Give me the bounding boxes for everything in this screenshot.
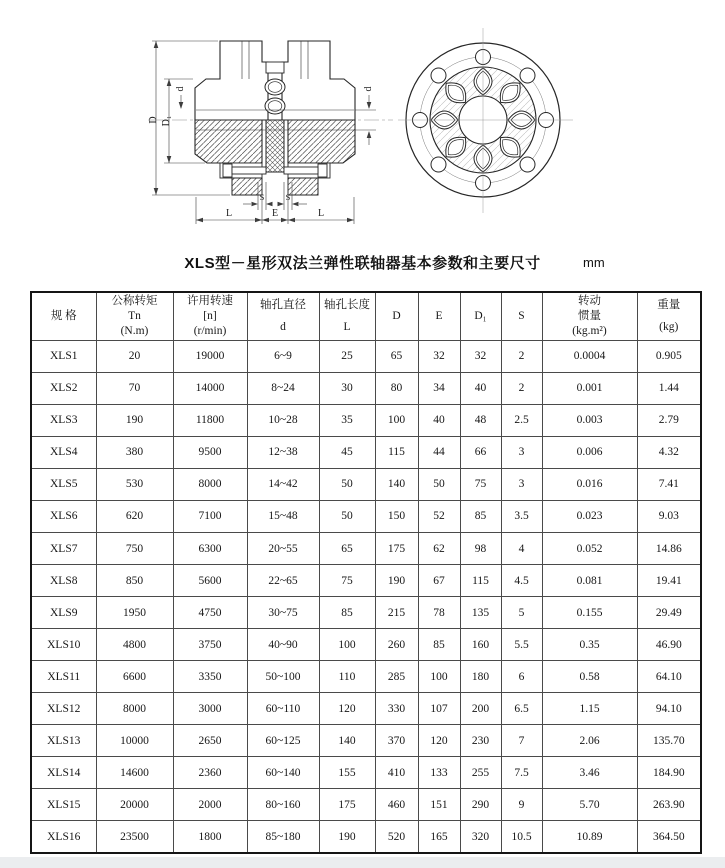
table-row	[31, 436, 701, 468]
value-cell: 5.5	[501, 629, 542, 661]
value-cell: 184.90	[637, 757, 701, 789]
table-row	[31, 468, 701, 500]
value-cell: 4750	[173, 597, 247, 629]
spec-cell: XLS13	[31, 725, 96, 757]
value-cell: 75	[319, 565, 375, 597]
value-cell: 0.35	[542, 629, 637, 661]
spec-cell: XLS8	[31, 565, 96, 597]
value-cell: 215	[375, 597, 418, 629]
value-cell: 94.10	[637, 693, 701, 725]
value-cell: 40	[460, 372, 501, 404]
column-header: 轴孔直径 d	[247, 292, 319, 340]
value-cell: 8000	[96, 693, 173, 725]
column-header: 转动 惯量 (kg.m²)	[542, 292, 637, 340]
value-cell: 85	[460, 500, 501, 532]
value-cell: 1.44	[637, 372, 701, 404]
value-cell: 0.023	[542, 500, 637, 532]
table-row	[31, 404, 701, 436]
table-row	[31, 340, 701, 372]
value-cell: 200	[460, 693, 501, 725]
value-cell: 135.70	[637, 725, 701, 757]
value-cell: 100	[375, 404, 418, 436]
value-cell: 2.5	[501, 404, 542, 436]
value-cell: 135	[460, 597, 501, 629]
value-cell: 151	[418, 789, 460, 821]
page-title: XLS型－星形双法兰弹性联轴器基本参数和主要尺寸	[184, 255, 541, 272]
dimension-label-L-left: L	[225, 208, 233, 219]
value-cell: 120	[319, 693, 375, 725]
value-cell: 8~24	[247, 372, 319, 404]
value-cell: 50	[418, 468, 460, 500]
value-cell: 1.15	[542, 693, 637, 725]
spec-cell: XLS1	[31, 340, 96, 372]
value-cell: 23500	[96, 821, 173, 853]
value-cell: 115	[375, 436, 418, 468]
value-cell: 6.5	[501, 693, 542, 725]
table-row	[31, 757, 701, 789]
table-row	[31, 789, 701, 821]
dimension-label-S-left: S	[259, 192, 265, 202]
value-cell: 133	[418, 757, 460, 789]
spec-cell: XLS12	[31, 693, 96, 725]
value-cell: 14~42	[247, 468, 319, 500]
value-cell: 290	[460, 789, 501, 821]
value-cell: 380	[96, 436, 173, 468]
value-cell: 46.90	[637, 629, 701, 661]
value-cell: 140	[375, 468, 418, 500]
dimension-label-d-left: d	[175, 86, 186, 92]
value-cell: 10~28	[247, 404, 319, 436]
value-cell: 2650	[173, 725, 247, 757]
value-cell: 65	[319, 533, 375, 565]
value-cell: 20~55	[247, 533, 319, 565]
value-cell: 255	[460, 757, 501, 789]
value-cell: 0.052	[542, 533, 637, 565]
column-header: E	[418, 292, 460, 340]
value-cell: 52	[418, 500, 460, 532]
technical-drawing	[0, 0, 725, 248]
value-cell: 3.5	[501, 500, 542, 532]
value-cell: 120	[418, 725, 460, 757]
value-cell: 180	[460, 661, 501, 693]
column-header: 重量 (kg)	[637, 292, 701, 340]
value-cell: 70	[96, 372, 173, 404]
value-cell: 7100	[173, 500, 247, 532]
value-cell: 4.32	[637, 436, 701, 468]
column-header: 规 格	[31, 292, 96, 340]
value-cell: 100	[319, 629, 375, 661]
page-bottom-strip	[0, 857, 725, 868]
value-cell: 80~160	[247, 789, 319, 821]
value-cell: 364.50	[637, 821, 701, 853]
value-cell: 190	[96, 404, 173, 436]
table-row	[31, 629, 701, 661]
spec-cell: XLS4	[31, 436, 96, 468]
spec-cell: XLS10	[31, 629, 96, 661]
dimension-label-d-right: d	[363, 86, 374, 92]
value-cell: 3350	[173, 661, 247, 693]
value-cell: 1800	[173, 821, 247, 853]
value-cell: 60~140	[247, 757, 319, 789]
value-cell: 14000	[173, 372, 247, 404]
value-cell: 40	[418, 404, 460, 436]
table-body	[31, 340, 701, 853]
value-cell: 8000	[173, 468, 247, 500]
value-cell: 0.006	[542, 436, 637, 468]
value-cell: 98	[460, 533, 501, 565]
value-cell: 66	[460, 436, 501, 468]
value-cell: 410	[375, 757, 418, 789]
value-cell: 34	[418, 372, 460, 404]
value-cell: 50	[319, 500, 375, 532]
value-cell: 6	[501, 661, 542, 693]
value-cell: 10.5	[501, 821, 542, 853]
value-cell: 14.86	[637, 533, 701, 565]
value-cell: 67	[418, 565, 460, 597]
value-cell: 80	[375, 372, 418, 404]
value-cell: 15~48	[247, 500, 319, 532]
spec-cell: XLS9	[31, 597, 96, 629]
value-cell: 60~110	[247, 693, 319, 725]
column-header: D	[375, 292, 418, 340]
value-cell: 520	[375, 821, 418, 853]
value-cell: 19000	[173, 340, 247, 372]
value-cell: 320	[460, 821, 501, 853]
unit-label: mm	[583, 255, 605, 270]
value-cell: 620	[96, 500, 173, 532]
table-header-row	[31, 292, 701, 340]
table-row	[31, 693, 701, 725]
column-header: 公称转矩 Tn (N.m)	[96, 292, 173, 340]
value-cell: 44	[418, 436, 460, 468]
value-cell: 85~180	[247, 821, 319, 853]
value-cell: 2.79	[637, 404, 701, 436]
value-cell: 0.081	[542, 565, 637, 597]
value-cell: 30~75	[247, 597, 319, 629]
value-cell: 0.0004	[542, 340, 637, 372]
table-row	[31, 533, 701, 565]
spec-cell: XLS14	[31, 757, 96, 789]
spec-cell: XLS6	[31, 500, 96, 532]
value-cell: 0.016	[542, 468, 637, 500]
value-cell: 5600	[173, 565, 247, 597]
value-cell: 20000	[96, 789, 173, 821]
coupling-parameter-table	[30, 291, 702, 854]
value-cell: 7.5	[501, 757, 542, 789]
value-cell: 22~65	[247, 565, 319, 597]
value-cell: 155	[319, 757, 375, 789]
value-cell: 3.46	[542, 757, 637, 789]
value-cell: 65	[375, 340, 418, 372]
value-cell: 60~125	[247, 725, 319, 757]
value-cell: 50~100	[247, 661, 319, 693]
value-cell: 85	[319, 597, 375, 629]
dimension-label-S-right: S	[285, 192, 291, 202]
value-cell: 0.155	[542, 597, 637, 629]
value-cell: 230	[460, 725, 501, 757]
value-cell: 9500	[173, 436, 247, 468]
value-cell: 2000	[173, 789, 247, 821]
value-cell: 75	[460, 468, 501, 500]
value-cell: 750	[96, 533, 173, 565]
table-row	[31, 597, 701, 629]
value-cell: 0.905	[637, 340, 701, 372]
value-cell: 107	[418, 693, 460, 725]
value-cell: 6600	[96, 661, 173, 693]
spec-cell: XLS5	[31, 468, 96, 500]
value-cell: 0.001	[542, 372, 637, 404]
value-cell: 2.06	[542, 725, 637, 757]
value-cell: 4800	[96, 629, 173, 661]
value-cell: 260	[375, 629, 418, 661]
value-cell: 460	[375, 789, 418, 821]
value-cell: 0.003	[542, 404, 637, 436]
value-cell: 25	[319, 340, 375, 372]
value-cell: 190	[375, 565, 418, 597]
front-view	[398, 28, 573, 213]
value-cell: 110	[319, 661, 375, 693]
value-cell: 1950	[96, 597, 173, 629]
value-cell: 10.89	[542, 821, 637, 853]
title-row	[0, 252, 725, 276]
value-cell: 150	[375, 500, 418, 532]
value-cell: 3750	[173, 629, 247, 661]
value-cell: 12~38	[247, 436, 319, 468]
dimension-label-E: E	[271, 208, 279, 219]
value-cell: 9.03	[637, 500, 701, 532]
value-cell: 0.58	[542, 661, 637, 693]
dimension-label-L-right: L	[317, 208, 325, 219]
value-cell: 263.90	[637, 789, 701, 821]
value-cell: 5.70	[542, 789, 637, 821]
value-cell: 7.41	[637, 468, 701, 500]
spider-section	[265, 62, 285, 114]
value-cell: 6300	[173, 533, 247, 565]
spec-cell: XLS11	[31, 661, 96, 693]
value-cell: 30	[319, 372, 375, 404]
value-cell: 14600	[96, 757, 173, 789]
value-cell: 175	[375, 533, 418, 565]
column-header: 许用转速 [n] (r/min)	[173, 292, 247, 340]
value-cell: 3000	[173, 693, 247, 725]
value-cell: 2	[501, 340, 542, 372]
column-header: S	[501, 292, 542, 340]
value-cell: 285	[375, 661, 418, 693]
value-cell: 6~9	[247, 340, 319, 372]
value-cell: 530	[96, 468, 173, 500]
value-cell: 48	[460, 404, 501, 436]
value-cell: 190	[319, 821, 375, 853]
table-row	[31, 565, 701, 597]
value-cell: 5	[501, 597, 542, 629]
column-header: D₁	[460, 292, 501, 340]
value-cell: 2360	[173, 757, 247, 789]
value-cell: 40~90	[247, 629, 319, 661]
value-cell: 32	[418, 340, 460, 372]
table-row	[31, 725, 701, 757]
value-cell: 9	[501, 789, 542, 821]
column-header: 轴孔长度 L	[319, 292, 375, 340]
value-cell: 140	[319, 725, 375, 757]
value-cell: 4	[501, 533, 542, 565]
table-row	[31, 821, 701, 853]
value-cell: 160	[460, 629, 501, 661]
value-cell: 4.5	[501, 565, 542, 597]
table-row	[31, 661, 701, 693]
dimension-label-D1: D₁	[161, 115, 172, 127]
value-cell: 78	[418, 597, 460, 629]
value-cell: 100	[418, 661, 460, 693]
value-cell: 35	[319, 404, 375, 436]
value-cell: 11800	[173, 404, 247, 436]
value-cell: 3	[501, 468, 542, 500]
value-cell: 85	[418, 629, 460, 661]
value-cell: 165	[418, 821, 460, 853]
spec-cell: XLS16	[31, 821, 96, 853]
value-cell: 19.41	[637, 565, 701, 597]
dimension-label-D: D	[148, 116, 159, 124]
spec-cell: XLS15	[31, 789, 96, 821]
table-row	[31, 500, 701, 532]
value-cell: 50	[319, 468, 375, 500]
value-cell: 62	[418, 533, 460, 565]
table-row	[31, 372, 701, 404]
value-cell: 32	[460, 340, 501, 372]
value-cell: 2	[501, 372, 542, 404]
value-cell: 370	[375, 725, 418, 757]
value-cell: 175	[319, 789, 375, 821]
spec-cell: XLS7	[31, 533, 96, 565]
value-cell: 45	[319, 436, 375, 468]
spec-cell: XLS3	[31, 404, 96, 436]
value-cell: 330	[375, 693, 418, 725]
value-cell: 64.10	[637, 661, 701, 693]
value-cell: 3	[501, 436, 542, 468]
value-cell: 29.49	[637, 597, 701, 629]
spec-cell: XLS2	[31, 372, 96, 404]
value-cell: 7	[501, 725, 542, 757]
value-cell: 20	[96, 340, 173, 372]
section-view	[148, 41, 393, 224]
value-cell: 10000	[96, 725, 173, 757]
value-cell: 850	[96, 565, 173, 597]
value-cell: 115	[460, 565, 501, 597]
